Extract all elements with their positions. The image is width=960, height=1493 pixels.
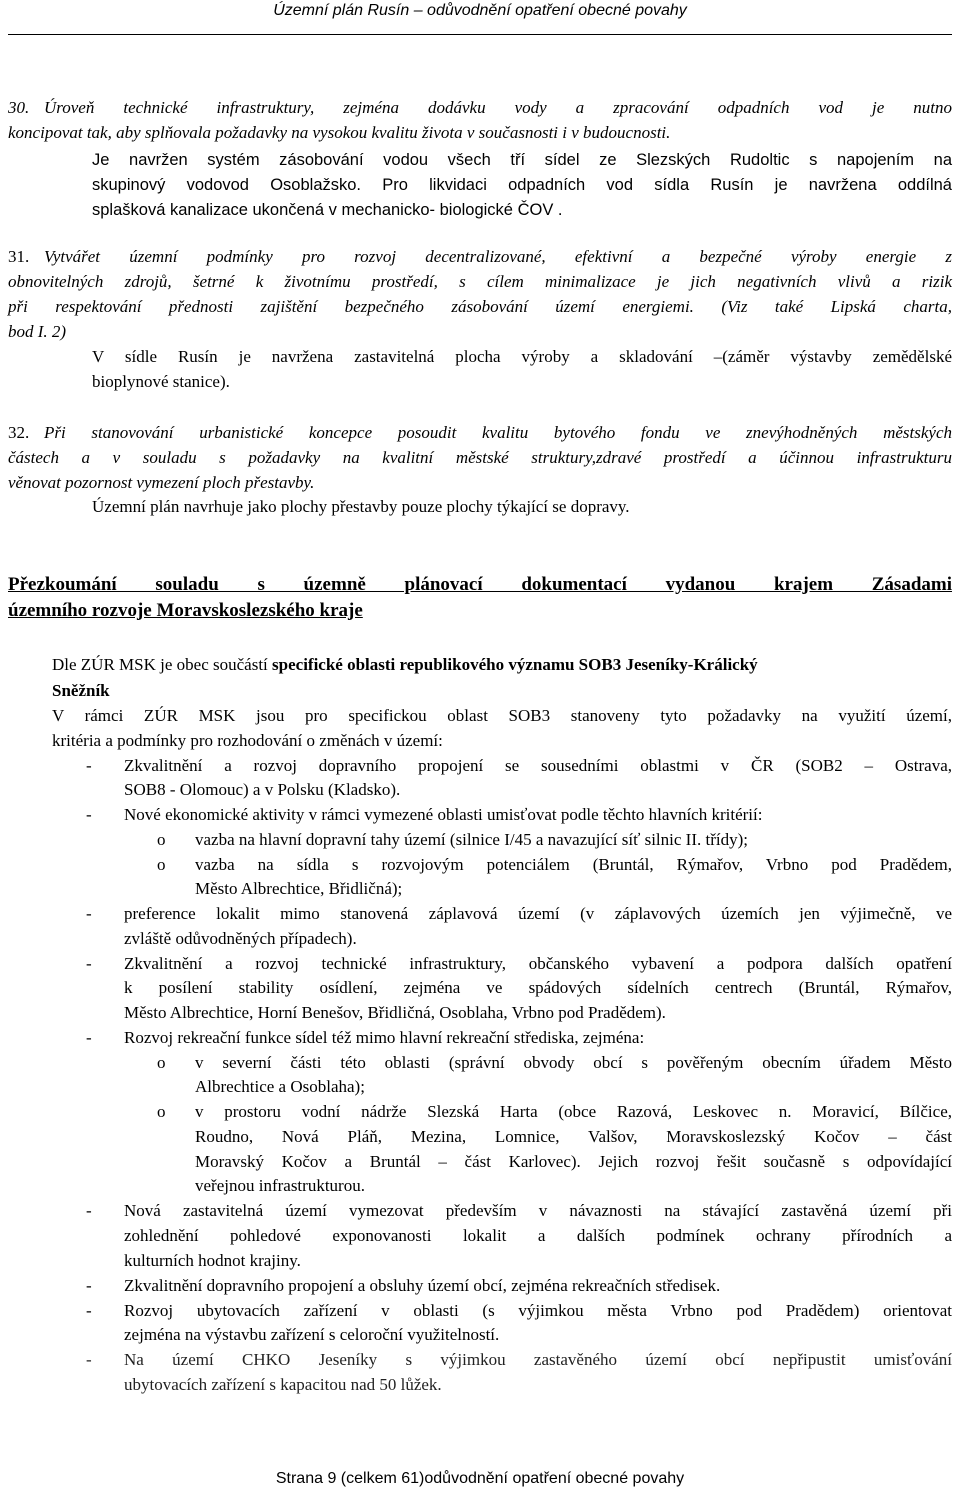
list-item-6-a: Nová zastavitelná území vymezovat především v návaznosti na stávající zastavěná území při xyxy=(124,1201,952,1220)
list-item-9-a: Na území CHKO Jeseníky s výjimkou zastavěného území obcí nepřipustit umisťování xyxy=(124,1350,952,1369)
header-divider xyxy=(8,34,952,35)
bullet-2-1: o xyxy=(157,830,166,849)
list-item-5-sub-2-c: Moravský Kočov a Bruntál – část Karlovec). Jejich rozvoj řešit současně s odpovídající xyxy=(195,1152,952,1171)
list-item-2: Nové ekonomické aktivity v rámci vymezené oblasti umisťovat podle těchto hlavních kritérií: xyxy=(124,805,763,824)
p30-line-2: koncipovat tak, aby splňovala požadavky na vysokou kvalitu života v současnosti i v budoucnosti. xyxy=(8,123,671,142)
p31-line-2: obnovitelných zdrojů, šetrné k životnímu prostředí, s cílem minimalizace je jich negativních vlivů a rizik xyxy=(8,272,952,291)
dash-7: - xyxy=(86,1276,92,1295)
p30-line-3: Je navržen systém zásobování vodou všech tří sídel ze Slezských Rudoltic s napojením na xyxy=(92,151,952,169)
p30-line-4: skupinový vodovod Osoblažsko. Pro likvidaci odpadních vod sídla Rusín je navržena oddílná xyxy=(92,176,952,194)
p30-line-1: Úroveň technické infrastruktury, zejména dodávku vody a zpracování odpadních vod je nutno xyxy=(44,98,952,117)
intro-line-3: V rámci ZÚR MSK jsou pro specifickou oblast SOB3 stanoveny tyto požadavky na využití území, xyxy=(52,706,952,725)
p31-line-6: bioplynové stanice). xyxy=(92,372,230,391)
dash-4: - xyxy=(86,954,92,973)
p32-number: 32. xyxy=(8,423,30,442)
intro-line-4: kritéria a podmínky pro rozhodování o změnách v území: xyxy=(52,731,443,750)
p32-line-2: částech a v souladu s požadavky na kvalitní městské struktury,zdravé prostředí a účinnou infrastrukturu xyxy=(8,448,952,467)
intro-line-1 xyxy=(52,655,952,675)
list-item-8-b: zejména na výstavbu zařízení s celoroční využitelností. xyxy=(124,1325,500,1344)
page-footer: Strana 9 (celkem 61)odůvodnění opatření obecné povahy xyxy=(275,1470,685,1487)
list-item-2-sub-2-b: Město Albrechtice, Břidličná); xyxy=(195,879,403,898)
intro-sob3-bold: specifické oblasti republikového významu SOB3 Jeseníky-Králický xyxy=(272,655,758,674)
p32-line-4: Územní plán navrhuje jako plochy přestavby pouze plochy týkající se dopravy. xyxy=(92,497,630,516)
section-heading-line-1: Přezkoumání souladu s územně plánovací dokumentací vydanou krajem Zásadami xyxy=(8,574,952,595)
dash-3: - xyxy=(86,904,92,923)
p30-line-5: splašková kanalizace ukončená v mechanicko- biologické ČOV . xyxy=(92,201,563,219)
intro-text: Dle ZÚR MSK je obec součástí xyxy=(52,655,273,674)
list-item-5-sub-2-d: veřejnou infrastrukturou. xyxy=(195,1176,365,1195)
dash-9: - xyxy=(86,1350,92,1369)
list-item-9-b: ubytovacích zařízení s kapacitou nad 50 lůžek. xyxy=(124,1375,442,1394)
list-item-2-sub-1: vazba na hlavní dopravní tahy území (silnice I/45 a navazující síť silnic II. třídy); xyxy=(195,830,748,849)
dash-5: - xyxy=(86,1028,92,1047)
list-item-5-sub-1-a: v severní části této oblasti (správní obvody obcí s pověřeným obecním úřadem Město xyxy=(195,1053,952,1072)
bullet-2-2: o xyxy=(157,855,166,874)
dash-1: - xyxy=(86,756,92,775)
p32-line-1: Při stanovování urbanistické koncepce posoudit kvalitu bytového fondu ve znevýhodněných městských xyxy=(44,423,952,442)
list-item-3-b: zvláště odůvodněných případech). xyxy=(124,929,357,948)
list-item-5-sub-2-a: v prostoru vodní nádrže Slezská Harta (obce Razová, Leskovec n. Moravicí, Bílčice, xyxy=(195,1102,952,1121)
intro-line-2: Sněžník xyxy=(52,681,110,700)
list-item-6-b: zohlednění pohledové exponovanosti lokalit a dalších podmínek ochrany přírodních a xyxy=(124,1226,952,1245)
p32-line-3: věnovat pozornost vymezení ploch přestavby. xyxy=(8,473,315,492)
p31-line-3: při respektování přednosti zajištění bezpečného zásobování území energiemi. (Viz také Lipská charta, xyxy=(8,297,952,316)
list-item-1-b: SOB8 - Olomouc) a v Polsku (Kladsko). xyxy=(124,780,401,799)
bullet-5-1: o xyxy=(157,1053,166,1072)
p31-line-4: bod I. 2) xyxy=(8,322,67,341)
list-item-5-sub-2-b: Roudno, Nová Pláň, Mezina, Lomnice, Valšov, Moravskoslezský Kočov – část xyxy=(195,1127,952,1146)
list-item-7: Zkvalitnění dopravního propojení a obsluhy území obcí, zejména rekreačních středisek. xyxy=(124,1276,721,1295)
p31-number: 31. xyxy=(8,247,30,266)
p31-line-1: Vytvářet územní podmínky pro rozvoj decentralizované, efektivní a bezpečné výroby energie z xyxy=(44,247,952,266)
list-item-5-sub-1-b: Albrechtice a Osoblaha); xyxy=(195,1077,365,1096)
dash-2: - xyxy=(86,805,92,824)
p30-number: 30. xyxy=(8,98,30,117)
p31-line-5: V sídle Rusín je navržena zastavitelná plocha výroby a skladování –(záměr výstavby zemědělské xyxy=(92,347,952,366)
bullet-5-2: o xyxy=(157,1102,166,1121)
list-item-1-a: Zkvalitnění a rozvoj dopravního propojení se sousedními oblastmi v ČR (SOB2 – Ostrava, xyxy=(124,756,952,775)
list-item-4-b: k posílení stability osídlení, zejména ve spádových sídelních centrech (Bruntál, Rýmařov, xyxy=(124,978,952,997)
list-item-4-c: Město Albrechtice, Horní Benešov, Břidličná, Osoblaha, Vrbno pod Pradědem). xyxy=(124,1003,666,1022)
list-item-4-a: Zkvalitnění a rozvoj technické infrastruktury, občanského vybavení a podpora dalších opatření xyxy=(124,954,952,973)
dash-6: - xyxy=(86,1201,92,1220)
section-heading-line-2: územního rozvoje Moravskoslezského kraje xyxy=(8,600,363,621)
list-item-2-sub-2-a: vazba na sídla s rozvojovým potenciálem (Bruntál, Rýmařov, Vrbno pod Pradědem, xyxy=(195,855,952,874)
page-header: Územní plán Rusín – odůvodnění opatření obecné povahy xyxy=(273,2,687,19)
list-item-5: Rozvoj rekreační funkce sídel též mimo hlavní rekreační střediska, zejména: xyxy=(124,1028,645,1047)
list-item-8-a: Rozvoj ubytovacích zařízení v oblasti (s výjimkou města Vrbno pod Pradědem) orientovat xyxy=(124,1301,952,1320)
list-item-3-a: preference lokalit mimo stanovená záplavová území (v záplavových územích jen výjimečně, ve xyxy=(124,904,952,923)
list-item-6-c: kulturních hodnot krajiny. xyxy=(124,1251,301,1270)
dash-8: - xyxy=(86,1301,92,1320)
